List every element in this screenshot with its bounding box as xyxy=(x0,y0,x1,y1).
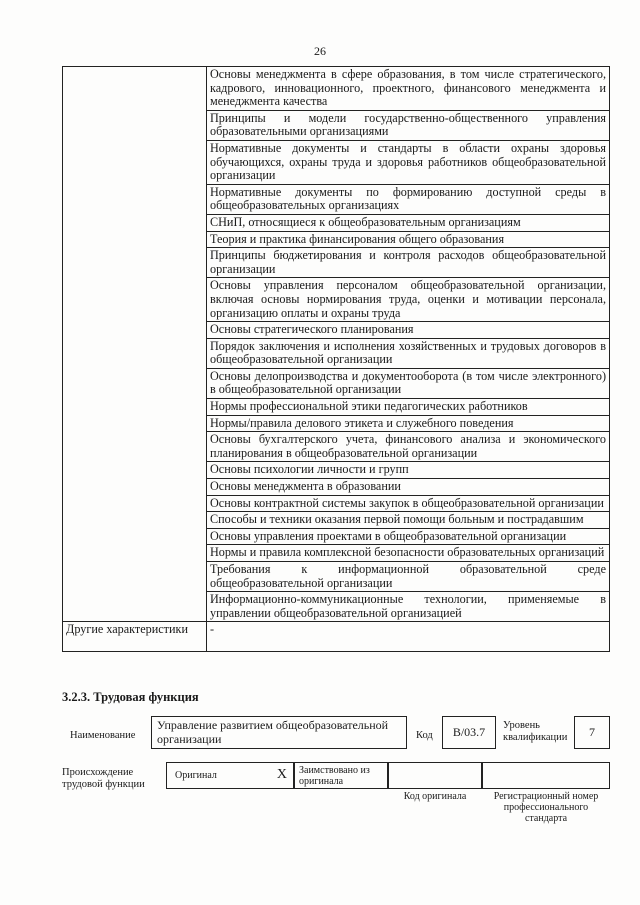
borrowed-label: Заимствовано из оригинала xyxy=(294,762,388,789)
knowledge-item: Основы менеджмента в сфере образования, в том числе стратегического, кадрового, инновационного, проектного, финансового менеджмента и менеджмента качества xyxy=(207,67,610,111)
knowledge-item: Теория и практика финансирования общего образования xyxy=(207,231,610,248)
knowledge-item: Основы контрактной системы закупок в общеобразовательной организации xyxy=(207,495,610,512)
knowledge-table xyxy=(62,66,610,652)
knowledge-item: Порядок заключения и исполнения хозяйственных и трудовых договоров в общеобразовательной организации xyxy=(207,338,610,368)
knowledge-item: Основы менеджмента в образовании xyxy=(207,479,610,496)
code-value: B/03.7 xyxy=(442,716,496,749)
name-label: Наименование xyxy=(70,730,136,741)
original-mark: X xyxy=(276,767,287,782)
name-value: Управление развитием общеобразовательной организации xyxy=(151,716,407,749)
level-label: Уровень квалификации xyxy=(503,720,568,743)
table-row xyxy=(63,67,610,111)
knowledge-item: Основы управления персоналом общеобразовательной организации, включая основы нормирования труда, оценки и мотивации персонала, организацию оплаты и охраны труда xyxy=(207,278,610,322)
knowledge-item: Основы стратегического планирования xyxy=(207,322,610,339)
knowledge-item: Нормы профессиональной этики педагогических работников xyxy=(207,399,610,416)
reg-number-label: Регистрационный номер профессионального стандарта xyxy=(493,791,599,824)
knowledge-item: Информационно-коммуникационные технологии, применяемые в управлении общеобразовательной организацией xyxy=(207,592,610,622)
knowledge-item: Принципы и модели государственно-общественного управления образовательными организациями xyxy=(207,110,610,140)
knowledge-item: СНиП, относящиеся к общеобразовательным организациям xyxy=(207,214,610,231)
knowledge-item: Нормы/правила делового этикета и служебного поведения xyxy=(207,415,610,432)
knowledge-item: Требования к информационной образовательной среде общеобразовательной организации xyxy=(207,562,610,592)
knowledge-item: Способы и техники оказания первой помощи больным и пострадавшим xyxy=(207,512,610,529)
knowledge-item: Основы психологии личности и групп xyxy=(207,462,610,479)
section-title: 3.2.3. Трудовая функция xyxy=(62,690,199,704)
code-label: Код xyxy=(416,730,433,741)
other-value: - xyxy=(207,622,610,652)
reg-number-box xyxy=(482,762,610,789)
code-original-box xyxy=(388,762,482,789)
knowledge-item: Нормы и правила комплексной безопасности образовательных организаций xyxy=(207,545,610,562)
code-original-label: Код оригинала xyxy=(403,791,467,802)
knowledge-item: Нормативные документы по формированию доступной среды в общеобразовательных организациях xyxy=(207,184,610,214)
original-label: Оригинал xyxy=(175,770,217,781)
knowledge-item: Принципы бюджетирования и контроля расходов общеобразовательной организации xyxy=(207,248,610,278)
original-box xyxy=(166,762,294,789)
origin-label: Происхождение трудовой функции xyxy=(62,767,145,790)
knowledge-label-cell xyxy=(63,67,207,622)
other-label: Другие характеристики xyxy=(63,622,207,652)
level-value: 7 xyxy=(574,716,610,749)
knowledge-item: Основы бухгалтерского учета, финансового анализа и экономического планирования в общеобразовательной организации xyxy=(207,432,610,462)
knowledge-item: Основы делопроизводства и документооборота (в том числе электронного) в общеобразовательной организации xyxy=(207,368,610,398)
knowledge-item: Основы управления проектами в общеобразовательной организации xyxy=(207,528,610,545)
other-row xyxy=(63,622,610,652)
knowledge-item: Нормативные документы и стандарты в области охраны здоровья обучающихся, охраны труда и здоровья работников общеобразовательной организации xyxy=(207,140,610,184)
page-number: 26 xyxy=(314,44,326,58)
